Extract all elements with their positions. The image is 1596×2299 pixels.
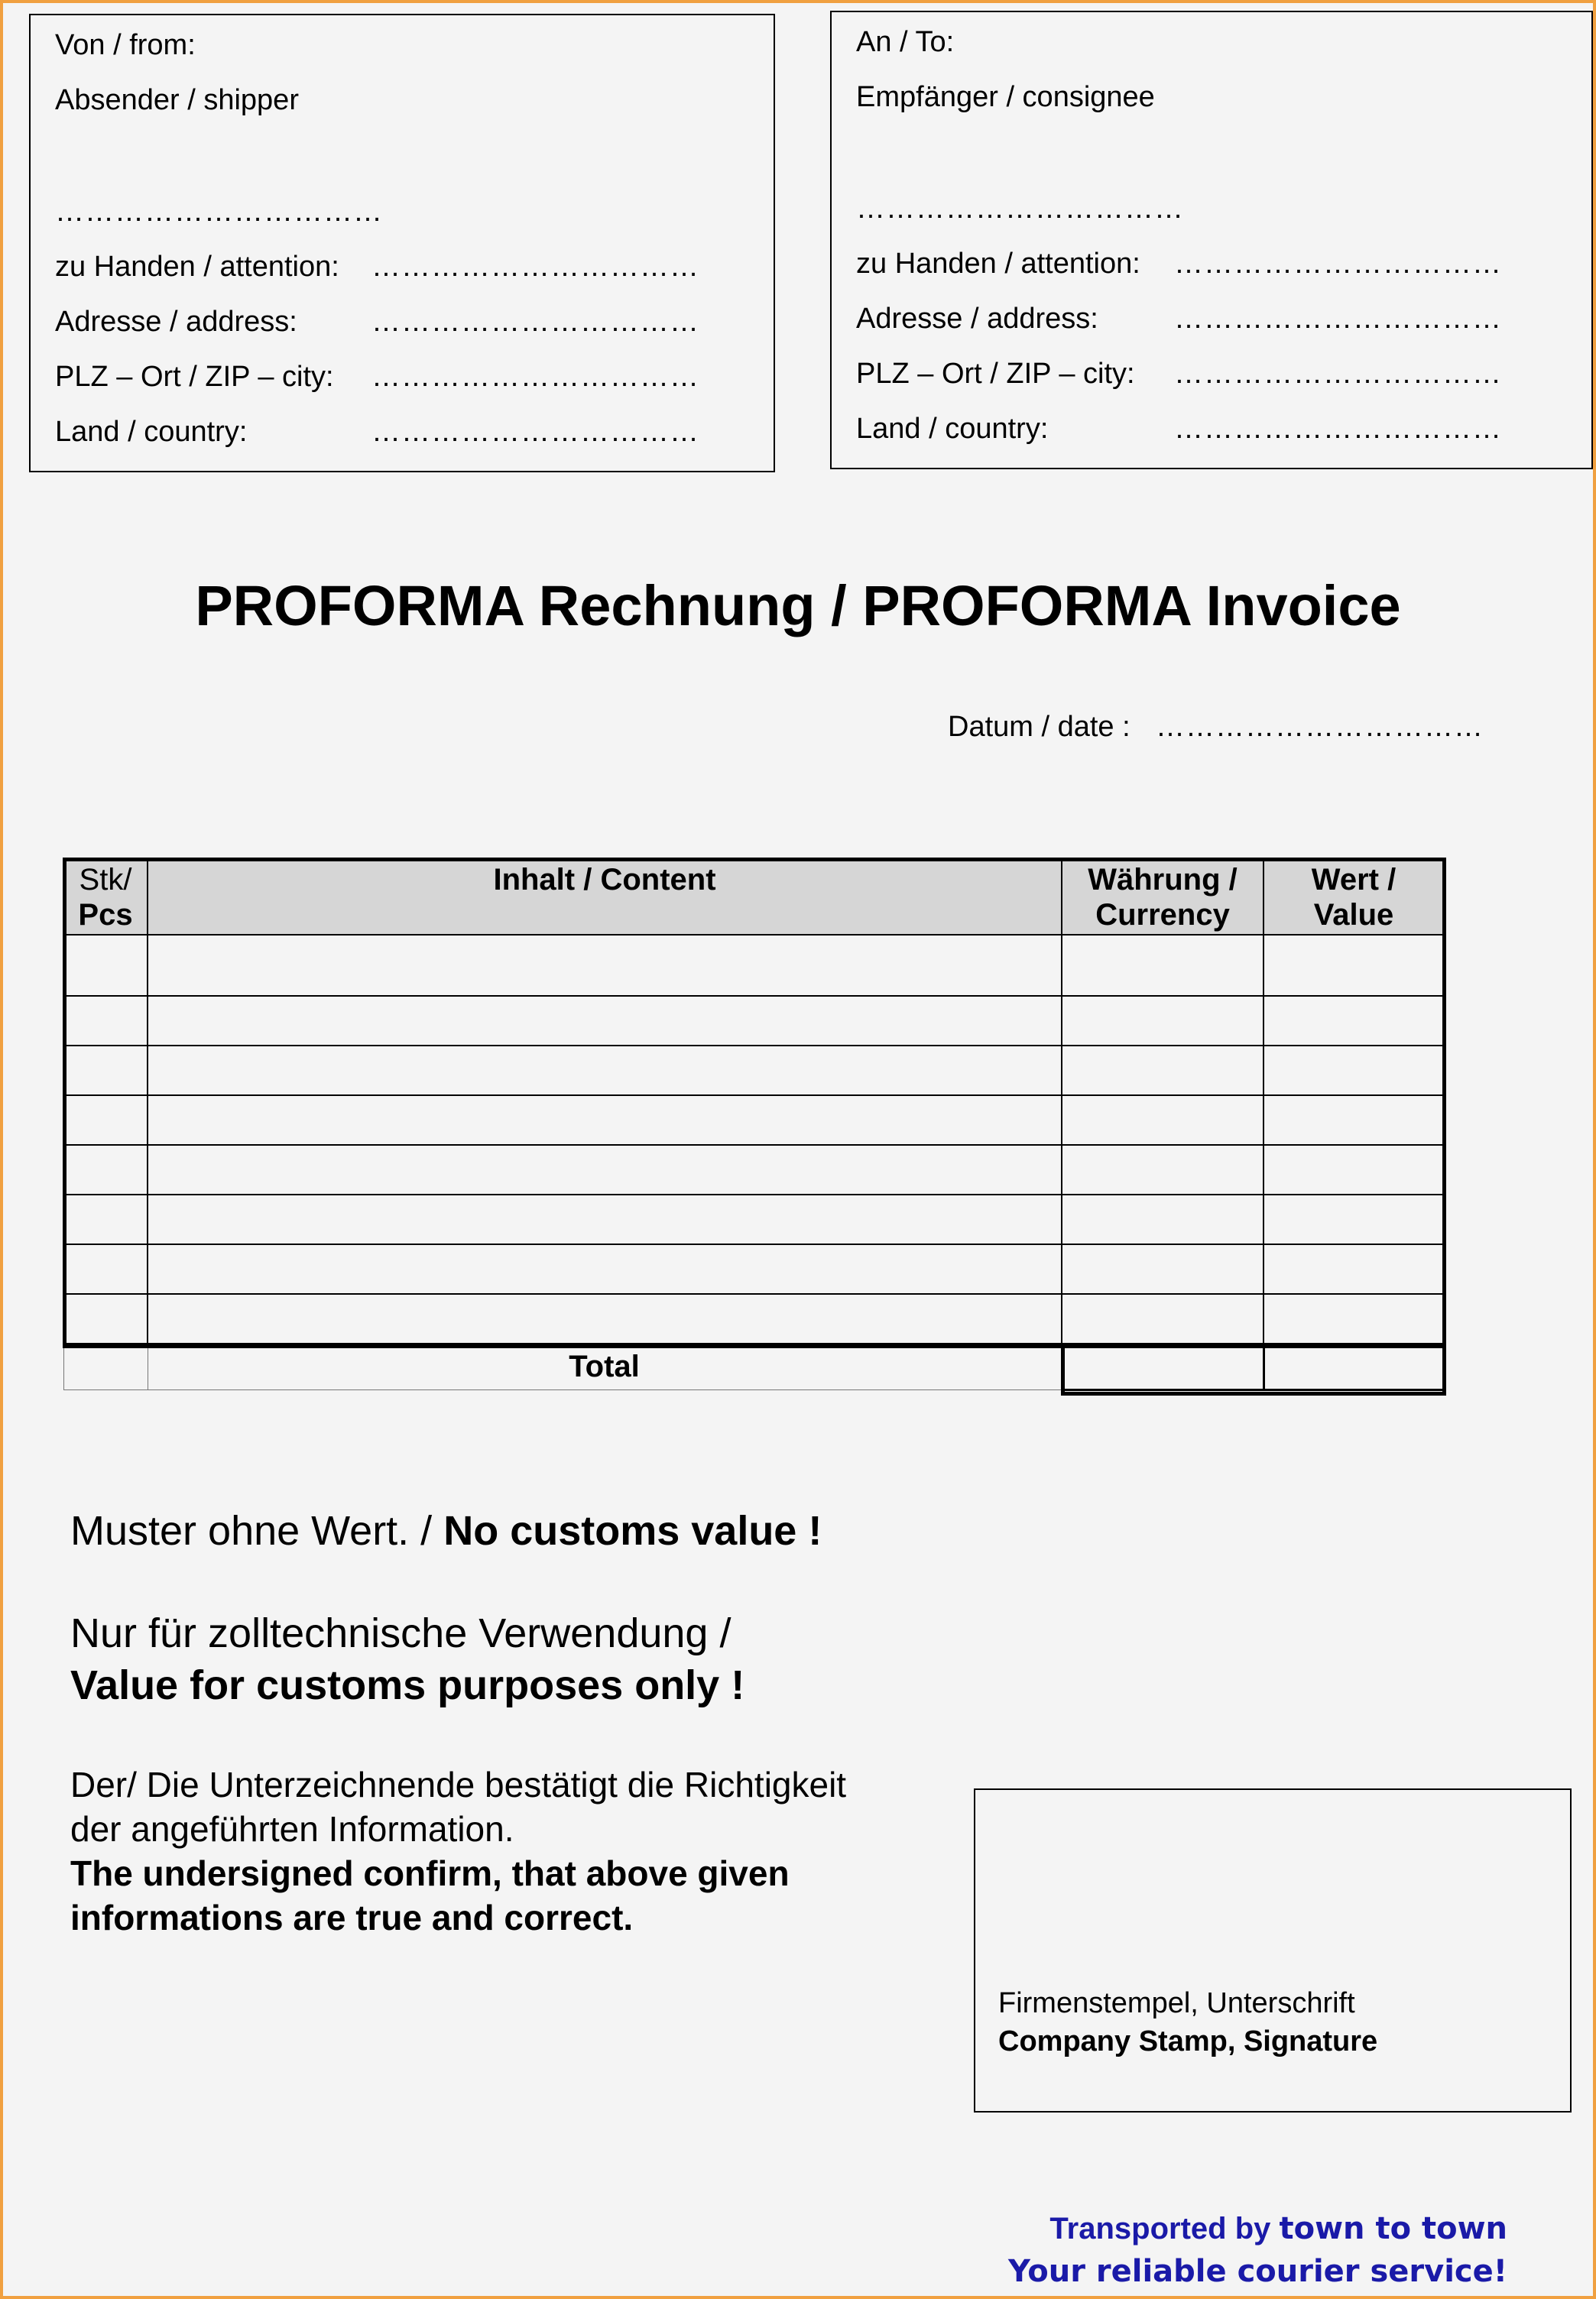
no-customs-value-statement bbox=[70, 1506, 822, 1558]
recipient-country-label: Land / country: bbox=[856, 413, 1049, 445]
recipient-heading: An / To: bbox=[856, 26, 955, 58]
content-cell[interactable] bbox=[148, 935, 1062, 996]
table-row bbox=[63, 1244, 1444, 1294]
pcs-cell[interactable] bbox=[63, 1195, 148, 1244]
header-pcs-line2: Pcs bbox=[78, 898, 133, 932]
confirmation-de-line1: Der/ Die Unterzeichnende bestätigt die Richtigkeit bbox=[70, 1765, 847, 1805]
customs-purpose-statement-de: Nur für zolltechnische Verwendung / bbox=[70, 1610, 732, 1656]
header-currency-line2: Currency bbox=[1095, 898, 1230, 932]
pcs-cell[interactable] bbox=[63, 935, 148, 996]
value-cell[interactable] bbox=[1264, 1095, 1444, 1145]
stamp-label-en: Company Stamp, Signature bbox=[998, 2025, 1378, 2057]
value-cell[interactable] bbox=[1264, 935, 1444, 996]
date-label: Datum / date : bbox=[948, 711, 1130, 743]
header-currency-line1: Währung / bbox=[1088, 863, 1238, 897]
currency-cell[interactable] bbox=[1062, 1195, 1264, 1244]
header-value-line2: Value bbox=[1313, 898, 1394, 932]
table-total-row bbox=[63, 1344, 1444, 1389]
sender-address-field[interactable]: …………………………… bbox=[371, 306, 699, 338]
recipient-address-field[interactable]: …………………………… bbox=[1174, 303, 1502, 335]
pcs-cell[interactable] bbox=[63, 1046, 148, 1095]
value-cell[interactable] bbox=[1264, 1046, 1444, 1095]
confirmation-en-line2: informations are true and correct. bbox=[70, 1898, 634, 1937]
value-cell[interactable] bbox=[1264, 1145, 1444, 1195]
total-currency-cell[interactable] bbox=[1062, 1344, 1264, 1389]
content-cell[interactable] bbox=[148, 1294, 1062, 1344]
table-row bbox=[63, 1145, 1444, 1195]
sender-name-field[interactable]: …………………………… bbox=[55, 196, 383, 228]
goods-table bbox=[63, 858, 1445, 1391]
footer-line-1 bbox=[1049, 2213, 1507, 2244]
pcs-cell[interactable] bbox=[63, 996, 148, 1046]
footer-prefix: Transported by bbox=[1049, 2212, 1280, 2245]
table-row bbox=[63, 1095, 1444, 1145]
pcs-cell[interactable] bbox=[63, 1294, 148, 1344]
footer-tagline: Your reliable courier service! bbox=[1008, 2254, 1507, 2289]
pcs-cell[interactable] bbox=[63, 1244, 148, 1294]
content-cell[interactable] bbox=[148, 1244, 1062, 1294]
sender-attention-label: zu Handen / attention: bbox=[55, 251, 339, 283]
table-header-row bbox=[63, 858, 1444, 935]
currency-cell[interactable] bbox=[1062, 1095, 1264, 1145]
sender-subheading: Absender / shipper bbox=[55, 84, 299, 116]
currency-cell[interactable] bbox=[1062, 935, 1264, 996]
table-row bbox=[63, 1195, 1444, 1244]
content-cell[interactable] bbox=[148, 1145, 1062, 1195]
currency-cell[interactable] bbox=[1062, 996, 1264, 1046]
recipient-attention-label: zu Handen / attention: bbox=[856, 248, 1140, 280]
sender-zip-field[interactable]: …………………………… bbox=[371, 361, 699, 393]
pcs-cell[interactable] bbox=[63, 1145, 148, 1195]
recipient-attention-field[interactable]: …………………………… bbox=[1174, 248, 1502, 280]
stamp-label-de: Firmenstempel, Unterschrift bbox=[998, 1987, 1355, 2019]
stamp-signature-box[interactable] bbox=[974, 1788, 1572, 2113]
recipient-zip-field[interactable]: …………………………… bbox=[1174, 358, 1502, 390]
sender-address-label: Adresse / address: bbox=[55, 306, 297, 338]
header-value-line1: Wert / bbox=[1311, 863, 1396, 897]
total-pcs-cell bbox=[63, 1344, 148, 1389]
currency-cell[interactable] bbox=[1062, 1244, 1264, 1294]
recipient-address-label: Adresse / address: bbox=[856, 303, 1098, 335]
recipient-zip-label: PLZ – Ort / ZIP – city: bbox=[856, 358, 1135, 390]
pcs-cell[interactable] bbox=[63, 1095, 148, 1145]
currency-cell[interactable] bbox=[1062, 1294, 1264, 1344]
sender-country-label: Land / country: bbox=[55, 416, 248, 448]
value-cell[interactable] bbox=[1264, 996, 1444, 1046]
content-cell[interactable] bbox=[148, 996, 1062, 1046]
header-content bbox=[148, 858, 1062, 935]
recipient-box bbox=[830, 11, 1593, 469]
header-currency bbox=[1062, 858, 1264, 935]
content-cell[interactable] bbox=[148, 1046, 1062, 1095]
table-row bbox=[63, 996, 1444, 1046]
header-pcs-line1: Stk/ bbox=[79, 863, 132, 897]
content-cell[interactable] bbox=[148, 1195, 1062, 1244]
table-row bbox=[63, 1046, 1444, 1095]
confirmation-de-line2: der angeführten Information. bbox=[70, 1809, 514, 1849]
recipient-country-field[interactable]: …………………………… bbox=[1174, 413, 1502, 445]
customs-purpose-statement-en: Value for customs purposes only ! bbox=[70, 1662, 745, 1708]
document-title: PROFORMA Rechnung / PROFORMA Invoice bbox=[195, 574, 1401, 637]
footer-brand: town to town bbox=[1279, 2211, 1507, 2246]
value-cell[interactable] bbox=[1264, 1294, 1444, 1344]
sender-zip-label: PLZ – Ort / ZIP – city: bbox=[55, 361, 334, 393]
header-pcs bbox=[63, 858, 148, 935]
sender-box bbox=[29, 14, 775, 472]
footer-line-2 bbox=[1008, 2256, 1507, 2287]
no-customs-value-plain: Muster ohne Wert. / bbox=[70, 1508, 444, 1554]
total-label: Total bbox=[569, 1349, 640, 1383]
content-cell[interactable] bbox=[148, 1095, 1062, 1145]
value-cell[interactable] bbox=[1264, 1244, 1444, 1294]
confirmation-en-line1: The undersigned confirm, that above given bbox=[70, 1853, 790, 1893]
sender-heading: Von / from: bbox=[55, 29, 196, 61]
header-value bbox=[1264, 858, 1444, 935]
recipient-name-field[interactable]: …………………………… bbox=[856, 193, 1184, 225]
total-label-cell bbox=[148, 1344, 1062, 1389]
currency-cell[interactable] bbox=[1062, 1145, 1264, 1195]
recipient-subheading: Empfänger / consignee bbox=[856, 81, 1155, 113]
no-customs-value-bold: No customs value ! bbox=[443, 1508, 822, 1554]
sender-country-field[interactable]: …………………………… bbox=[371, 416, 699, 448]
value-cell[interactable] bbox=[1264, 1195, 1444, 1244]
total-value-cell[interactable] bbox=[1264, 1344, 1444, 1389]
sender-attention-field[interactable]: …………………………… bbox=[371, 251, 699, 283]
table-row bbox=[63, 935, 1444, 996]
table-row bbox=[63, 1294, 1444, 1344]
header-content-label: Inhalt / Content bbox=[493, 863, 716, 897]
currency-cell[interactable] bbox=[1062, 1046, 1264, 1095]
date-field[interactable]: …………………………… bbox=[1156, 711, 1484, 743]
